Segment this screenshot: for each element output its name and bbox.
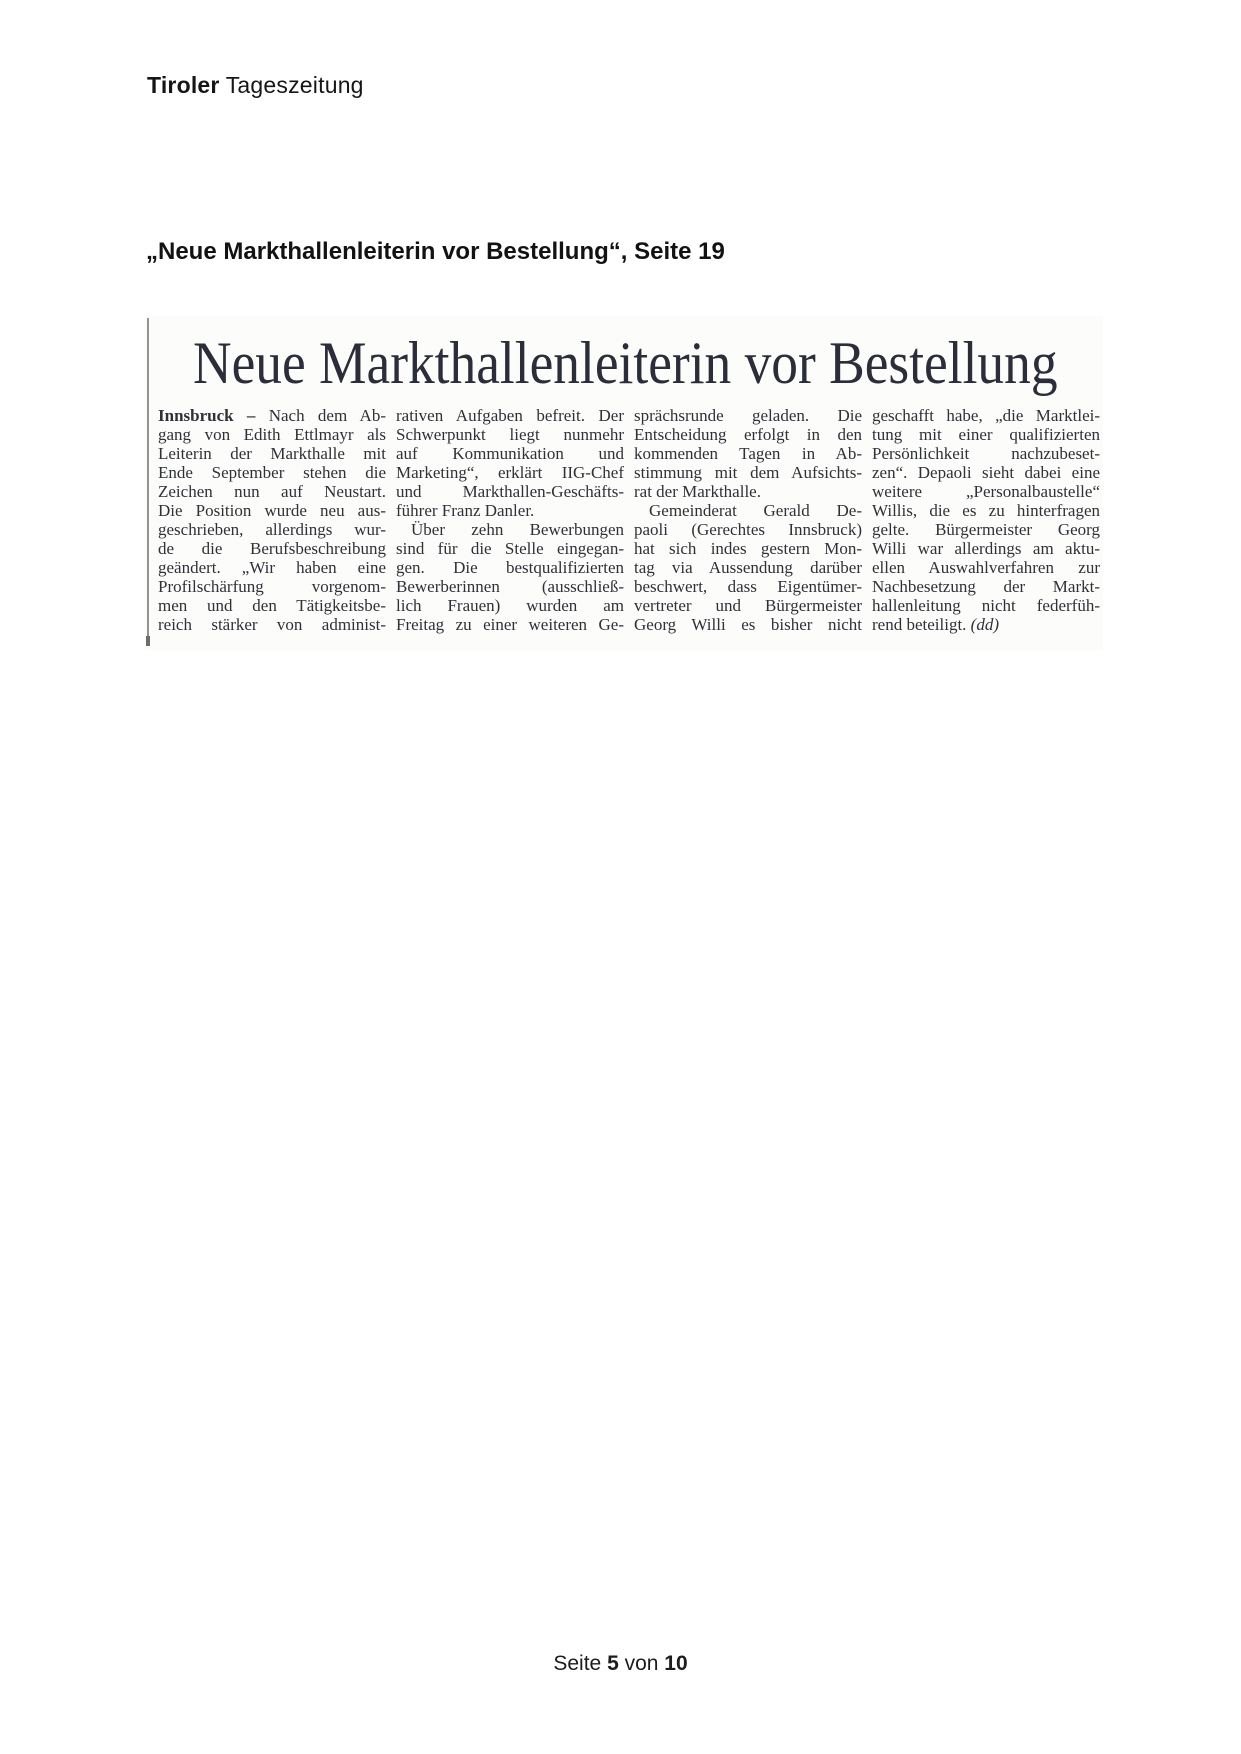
article-text-line: beschwert, dass Eigentümer-	[634, 577, 862, 596]
article-text-line: Zeichen nun auf Neustart.	[158, 482, 386, 501]
article-text-line: Persönlichkeit nachzubeset-	[872, 444, 1100, 463]
article-text-line: de die Berufsbeschreibung	[158, 539, 386, 558]
article-text-line: Profilschärfung vorgenom-	[158, 577, 386, 596]
article-text-line: Leiterin der Markthalle mit	[158, 444, 386, 463]
masthead	[147, 72, 364, 99]
article-text-line: gen. Die bestqualifizierten	[396, 558, 624, 577]
article-text-line: und Markthallen-Geschäfts-	[396, 482, 624, 501]
article-columns	[158, 406, 1100, 634]
article-text-line: Bewerberinnen (ausschließ-	[396, 577, 624, 596]
article-text-line: Über zehn Bewerbungen	[411, 520, 624, 539]
footer-of: von	[618, 1652, 665, 1675]
article-text-line: Innsbruck – Nach dem Ab-	[158, 406, 386, 425]
clipping-left-rule	[147, 318, 149, 646]
article-text-line: lich Frauen) wurden am	[396, 596, 624, 615]
article-column	[872, 406, 1100, 634]
article-column	[634, 406, 862, 634]
article-text-line: geändert. „Wir haben eine	[158, 558, 386, 577]
article-text-line: Willis, die es zu hinterfragen	[872, 501, 1100, 520]
footer-current-page: 5	[607, 1652, 619, 1675]
article-text-line: rativen Aufgaben befreit. Der	[396, 406, 624, 425]
article-text-line: ellen Auswahlverfahren zur	[872, 558, 1100, 577]
article-text-line: rend beteiligt. (dd)	[872, 615, 999, 634]
article-text-line: Ende September stehen die	[158, 463, 386, 482]
page-footer	[0, 1652, 1241, 1676]
article-text-line: Schwerpunkt liegt nunmehr	[396, 425, 624, 444]
article-text-line: zen“. Depaoli sieht dabei eine	[872, 463, 1100, 482]
article-text-line: tung mit einer qualifizierten	[872, 425, 1100, 444]
article-column	[396, 406, 624, 634]
article-text-line: weitere „Personalbaustelle“	[872, 482, 1100, 501]
article-text-line: stimmung mit dem Aufsichts-	[634, 463, 862, 482]
author-initials: (dd)	[970, 615, 999, 634]
reference-line: „Neue Markthallenleiterin vor Bestellung“, Seite 19	[146, 238, 725, 265]
newspaper-clipping	[145, 316, 1103, 650]
article-text-line: gelte. Bürgermeister Georg	[872, 520, 1100, 539]
article-text-line: hat sich indes gestern Mon-	[634, 539, 862, 558]
article-text-line: hallenleitung nicht federfüh-	[872, 596, 1100, 615]
article-text-line: Marketing“, erklärt IIG-Chef	[396, 463, 624, 482]
footer-total-pages: 10	[664, 1652, 688, 1675]
dateline-lead: Innsbruck –	[158, 406, 269, 425]
article-text-line: Die Position wurde neu aus-	[158, 501, 386, 520]
article-text-line: kommenden Tagen in Ab-	[634, 444, 862, 463]
article-text-line: Nachbesetzung der Markt-	[872, 577, 1100, 596]
article-text-line: vertreter und Bürgermeister	[634, 596, 862, 615]
article-text-line: gang von Edith Ettlmayr als	[158, 425, 386, 444]
article-text-line: Willi war allerdings am aktu-	[872, 539, 1100, 558]
article-text-line: Freitag zu einer weiteren Ge-	[396, 615, 624, 634]
masthead-brand-rest: Tageszeitung	[219, 72, 364, 98]
article-column	[158, 406, 386, 634]
article-text-line: sind für die Stelle eingegan-	[396, 539, 624, 558]
article-text-line: reich stärker von administ-	[158, 615, 386, 634]
article-text-line: geschrieben, allerdings wur-	[158, 520, 386, 539]
article-text-line: tag via Aussendung darüber	[634, 558, 862, 577]
article-text-line: sprächsrunde geladen. Die	[634, 406, 862, 425]
article-text-line: auf Kommunikation und	[396, 444, 624, 463]
article-headline: Neue Markthallenleiterin vor Bestellung	[193, 330, 1058, 396]
article-text-line: Georg Willi es bisher nicht	[634, 615, 862, 634]
article-text-line: Gemeinderat Gerald De-	[649, 501, 862, 520]
footer-label: Seite	[553, 1652, 608, 1675]
article-text-line: paoli (Gerechtes Innsbruck)	[634, 520, 862, 539]
article-text-line: geschafft habe, „die Marktlei-	[872, 406, 1100, 425]
article-text-line: men und den Tätigkeitsbe-	[158, 596, 386, 615]
article-text-line: rat der Markthalle.	[634, 482, 761, 501]
masthead-brand-bold: Tiroler	[147, 72, 220, 98]
article-text-line: führer Franz Danler.	[396, 501, 535, 520]
article-text-line: Entscheidung erfolgt in den	[634, 425, 862, 444]
